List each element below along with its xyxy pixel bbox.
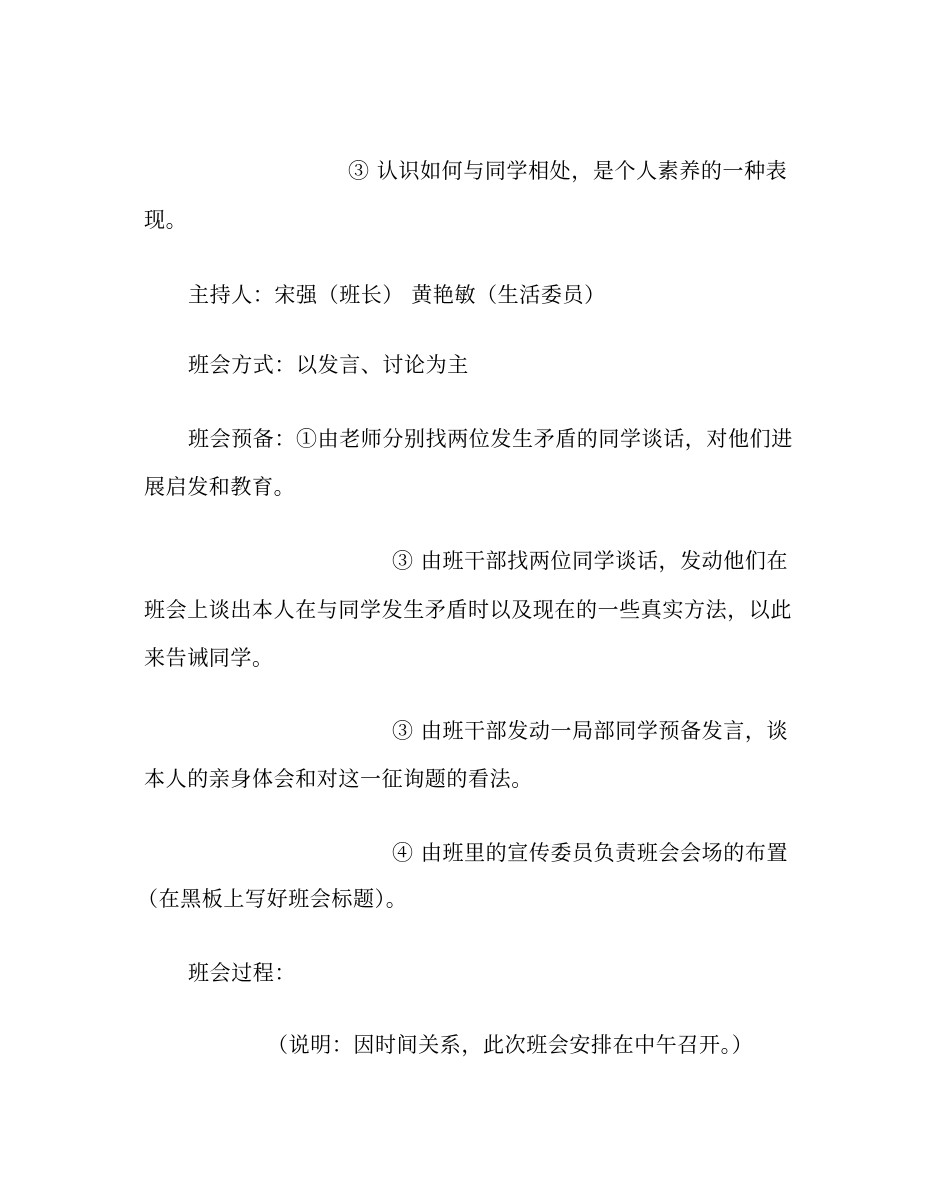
paragraph-preparation-3-line-2: 本人的亲身体会和对这一征询题的看法。 — [144, 767, 533, 791]
paragraph-preparation-1-line-2: 展启发和教育。 — [144, 475, 296, 499]
paragraph-note: （说明：因时间关系，此次班会安排在中午召开。） — [267, 1033, 754, 1057]
paragraph-hosts: 主持人：宋强（班长） 黄艳敏（生活委员） — [188, 283, 606, 307]
paragraph-preparation-1-line-1: 班会预备：①由老师分别找两位发生矛盾的同学谈话，对他们进 — [188, 427, 793, 451]
paragraph-goal-3-line-1: ③ 认识如何与同学相处，是个人素养的一种表 — [348, 159, 788, 183]
paragraph-goal-3-line-2: 现。 — [144, 208, 188, 232]
paragraph-preparation-2-line-1: ③ 由班干部找两位同学谈话，发动他们在 — [392, 549, 789, 573]
paragraph-preparation-4-line-1: ④ 由班里的宣传委员负责班会会场的布置 — [392, 841, 789, 865]
paragraph-preparation-2-line-3: 来告诫同学。 — [144, 646, 274, 670]
paragraph-preparation-3-line-1: ③ 由班干部发动一局部同学预备发言，谈 — [392, 719, 789, 743]
paragraph-preparation-2-line-2: 班会上谈出本人在与同学发生矛盾时以及现在的一些真实方法，以此 — [144, 598, 792, 622]
paragraph-preparation-4-line-2: （在黑板上写好班会标题）。 — [137, 887, 408, 911]
paragraph-meeting-process: 班会过程： — [188, 961, 296, 985]
paragraph-meeting-format: 班会方式：以发言、讨论为主 — [188, 353, 469, 377]
